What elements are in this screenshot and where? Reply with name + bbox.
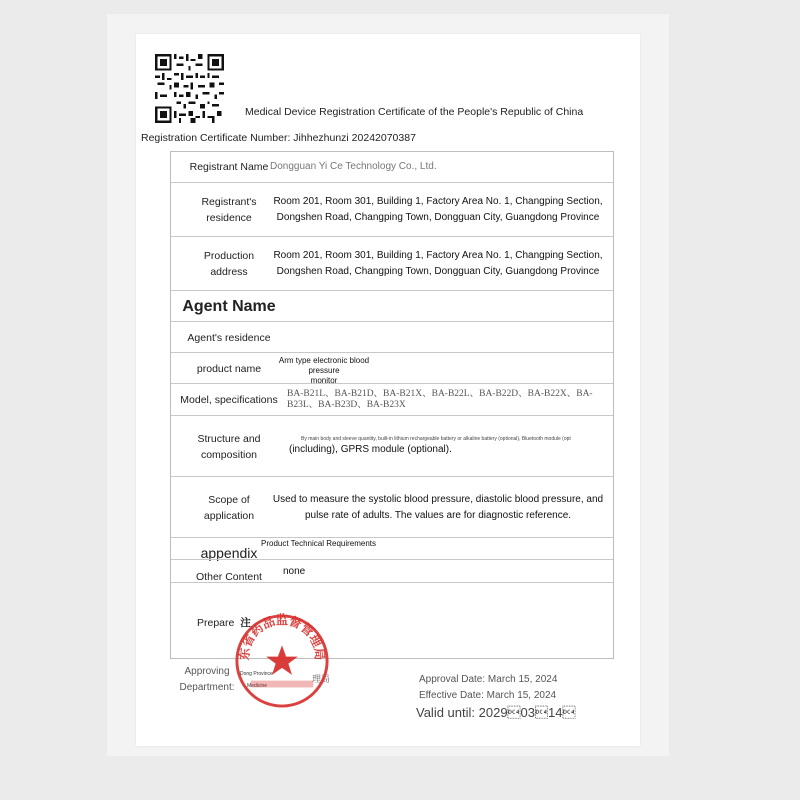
- other-content-label: Other Content: [196, 570, 262, 583]
- valid-until: Valid until: 20290314: [416, 705, 576, 720]
- approving-department-label: Approving Department:: [179, 666, 235, 693]
- certificate-table: [170, 151, 614, 659]
- scope-of-application-label: Scope of application: [203, 493, 255, 522]
- model-specifications-value: BA-B21L、BA-B21D、BA-B21X、BA-B22L、BA-B22D、BA-B22X、BA-B23L、BA-B23D、BA-B23X: [287, 389, 593, 410]
- registration-number: Registration Certificate Number: Jihhezhunzi 20242070387: [141, 132, 416, 144]
- row-registrant-residence: [171, 182, 613, 237]
- dept-name-suffix: 理局: [312, 674, 331, 684]
- row-other-content: [171, 559, 613, 583]
- registrant-residence-label: Registrant's residence: [201, 196, 257, 224]
- scope-of-application-value: Used to measure the systolic blood pressure, diastolic blood pressure, and pulse rate of adults. The values are for diagnostic reference.: [272, 493, 604, 521]
- official-seal: [233, 612, 331, 710]
- structure-composition-label: Structure and composition: [197, 432, 261, 461]
- product-name-value: Arm type electronic blood pressure monitor: [278, 356, 370, 385]
- qr-code-icon: [155, 54, 224, 123]
- other-content-value: none: [283, 566, 306, 577]
- agent-residence-label: Agent's residence: [187, 331, 271, 344]
- effective-date: Effective Date: March 15, 2024: [419, 690, 557, 701]
- appendix-label: appendix: [200, 545, 258, 561]
- row-model-specifications: [171, 383, 613, 416]
- row-agent-name: [171, 290, 613, 322]
- row-scope-of-application: [171, 476, 613, 538]
- row-product-name: [171, 352, 613, 384]
- dept-name-small-2: Medicine: [247, 683, 268, 689]
- agent-residence-value: [269, 322, 607, 353]
- agent-name-value: [269, 291, 607, 322]
- registrant-name-value: Dongguan Yi Ce Technology Co., Ltd.: [270, 161, 437, 172]
- prepare-label: Prepare 注: [197, 617, 251, 629]
- row-production-address: [171, 236, 613, 291]
- row-registrant-name: [171, 152, 613, 182]
- appendix-value: Product Technical Requirements: [261, 539, 377, 548]
- production-address-value: Room 201, Room 301, Building 1, Factory Area No. 1, Changping Section, Dongshen Road, Changping Town, Dongguan City, Guangdong Province: [273, 250, 603, 277]
- row-appendix: [171, 537, 613, 560]
- registrant-name-label: Registrant Name: [189, 161, 269, 173]
- product-name-label: product name: [196, 362, 262, 375]
- agent-name-label: Agent Name: [182, 297, 276, 315]
- seal-text: 东省药品监督管理局: [237, 613, 327, 661]
- dept-name-small: Dong Province: [240, 671, 273, 677]
- red-star-icon: [266, 645, 298, 675]
- certificate-title: Medical Device Registration Certificate of the People's Republic of China: [245, 106, 584, 118]
- model-specifications-label: Model, specifications: [180, 394, 278, 406]
- production-address-label: Production address: [203, 250, 255, 278]
- registrant-residence-value: Room 201, Room 301, Building 1, Factory Area No. 1, Changping Section, Dongshen Road, Changping Town, Dongguan City, Guangdong Province: [273, 196, 603, 223]
- structure-composition-value: By main body and sleeve quantity, built-in lithium rechargeable battery or alkaline battery (optional), Bluetooth module (opt (including), GPRS module (optional).: [289, 435, 571, 455]
- row-agent-residence: [171, 321, 613, 353]
- row-structure-composition: [171, 415, 613, 477]
- prepare-mark: 注: [240, 617, 251, 629]
- approval-date: Approval Date: March 15, 2024: [419, 674, 558, 685]
